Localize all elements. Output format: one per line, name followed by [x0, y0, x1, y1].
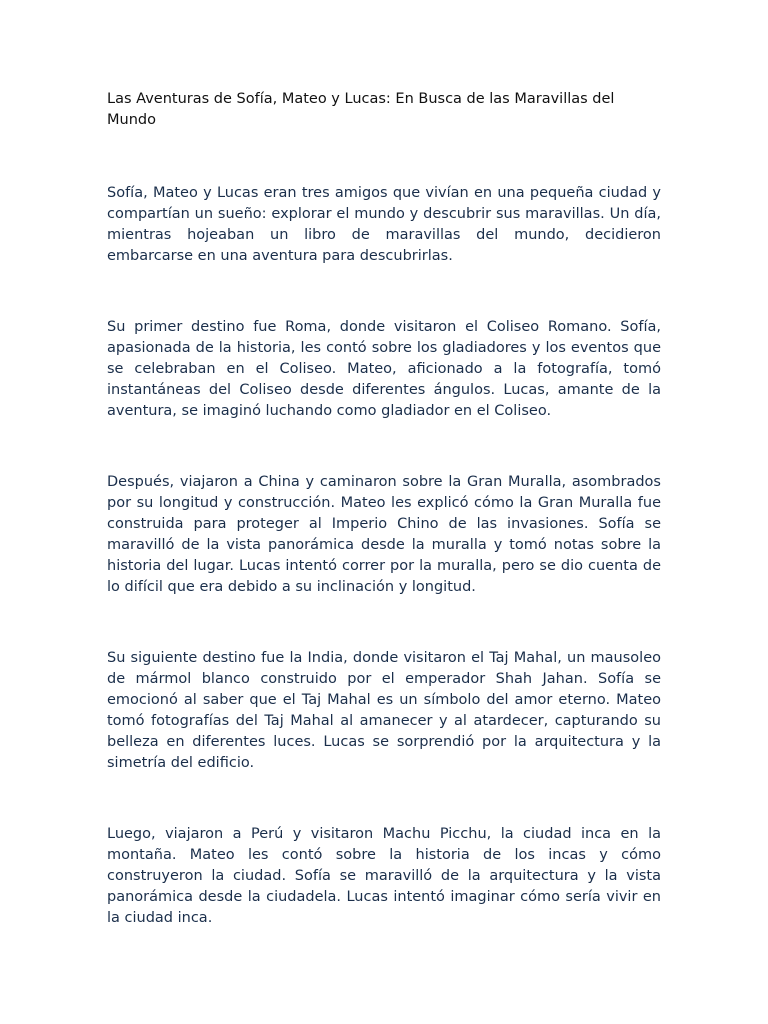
document-title: Las Aventuras de Sofía, Mateo y Lucas: En Busca de las Maravillas del Mundo — [107, 91, 615, 128]
paragraph-china: Después, viajaron a China y caminaron sobre la Gran Muralla, asombrados por su longitud y construcción. Mateo les explicó cómo la Gran Muralla fue construida para proteger al Imperio Chino de las invasiones. Sofía se maravilló de la vista panorámica desde la muralla y tomó notas sobre la historia del lugar. Lucas intentó correr por la muralla, pero se dio cuenta de lo difícil que era debido a su inclinación y longitud. — [107, 474, 661, 595]
paragraph-india: Su siguiente destino fue la India, donde visitaron el Taj Mahal, un mausoleo de mármol blanco construido por el emperador Shah Jahan. Sofía se emocionó al saber que el Taj Mahal es un símbolo del amor eterno. Mateo tomó fotografías del Taj Mahal al amanecer y al atardecer, capturando su belleza en diferentes luces. Lucas se sorprendió por la arquitectura y la simetría del edificio. — [107, 650, 661, 771]
paragraph-peru: Luego, viajaron a Perú y visitaron Machu Picchu, la ciudad inca en la montaña. Mateo les contó sobre la historia de los incas y cómo construyeron la ciudad. Sofía se maravilló de la arquitectura y la vista panorámica desde la ciudadela. Lucas intentó imaginar cómo sería vivir en la ciudad inca. — [107, 826, 661, 926]
paragraph-rome: Su primer destino fue Roma, donde visitaron el Coliseo Romano. Sofía, apasionada de la historia, les contó sobre los gladiadores y los eventos que se celebraban en el Coliseo. Mateo, aficionado a la fotografía, tomó instantáneas del Coliseo desde diferentes ángulos. Lucas, amante de la aventura, se imaginó luchando como gladiador en el Coliseo. — [107, 319, 661, 419]
document-page — [107, 89, 661, 929]
paragraph-intro: Sofía, Mateo y Lucas eran tres amigos que vivían en una pequeña ciudad y compartían un sueño: explorar el mundo y descubrir sus maravillas. Un día, mientras hojeaban un libro de maravillas del mundo, decidieron embarcarse en una aventura para descubrirlas. — [107, 185, 661, 264]
